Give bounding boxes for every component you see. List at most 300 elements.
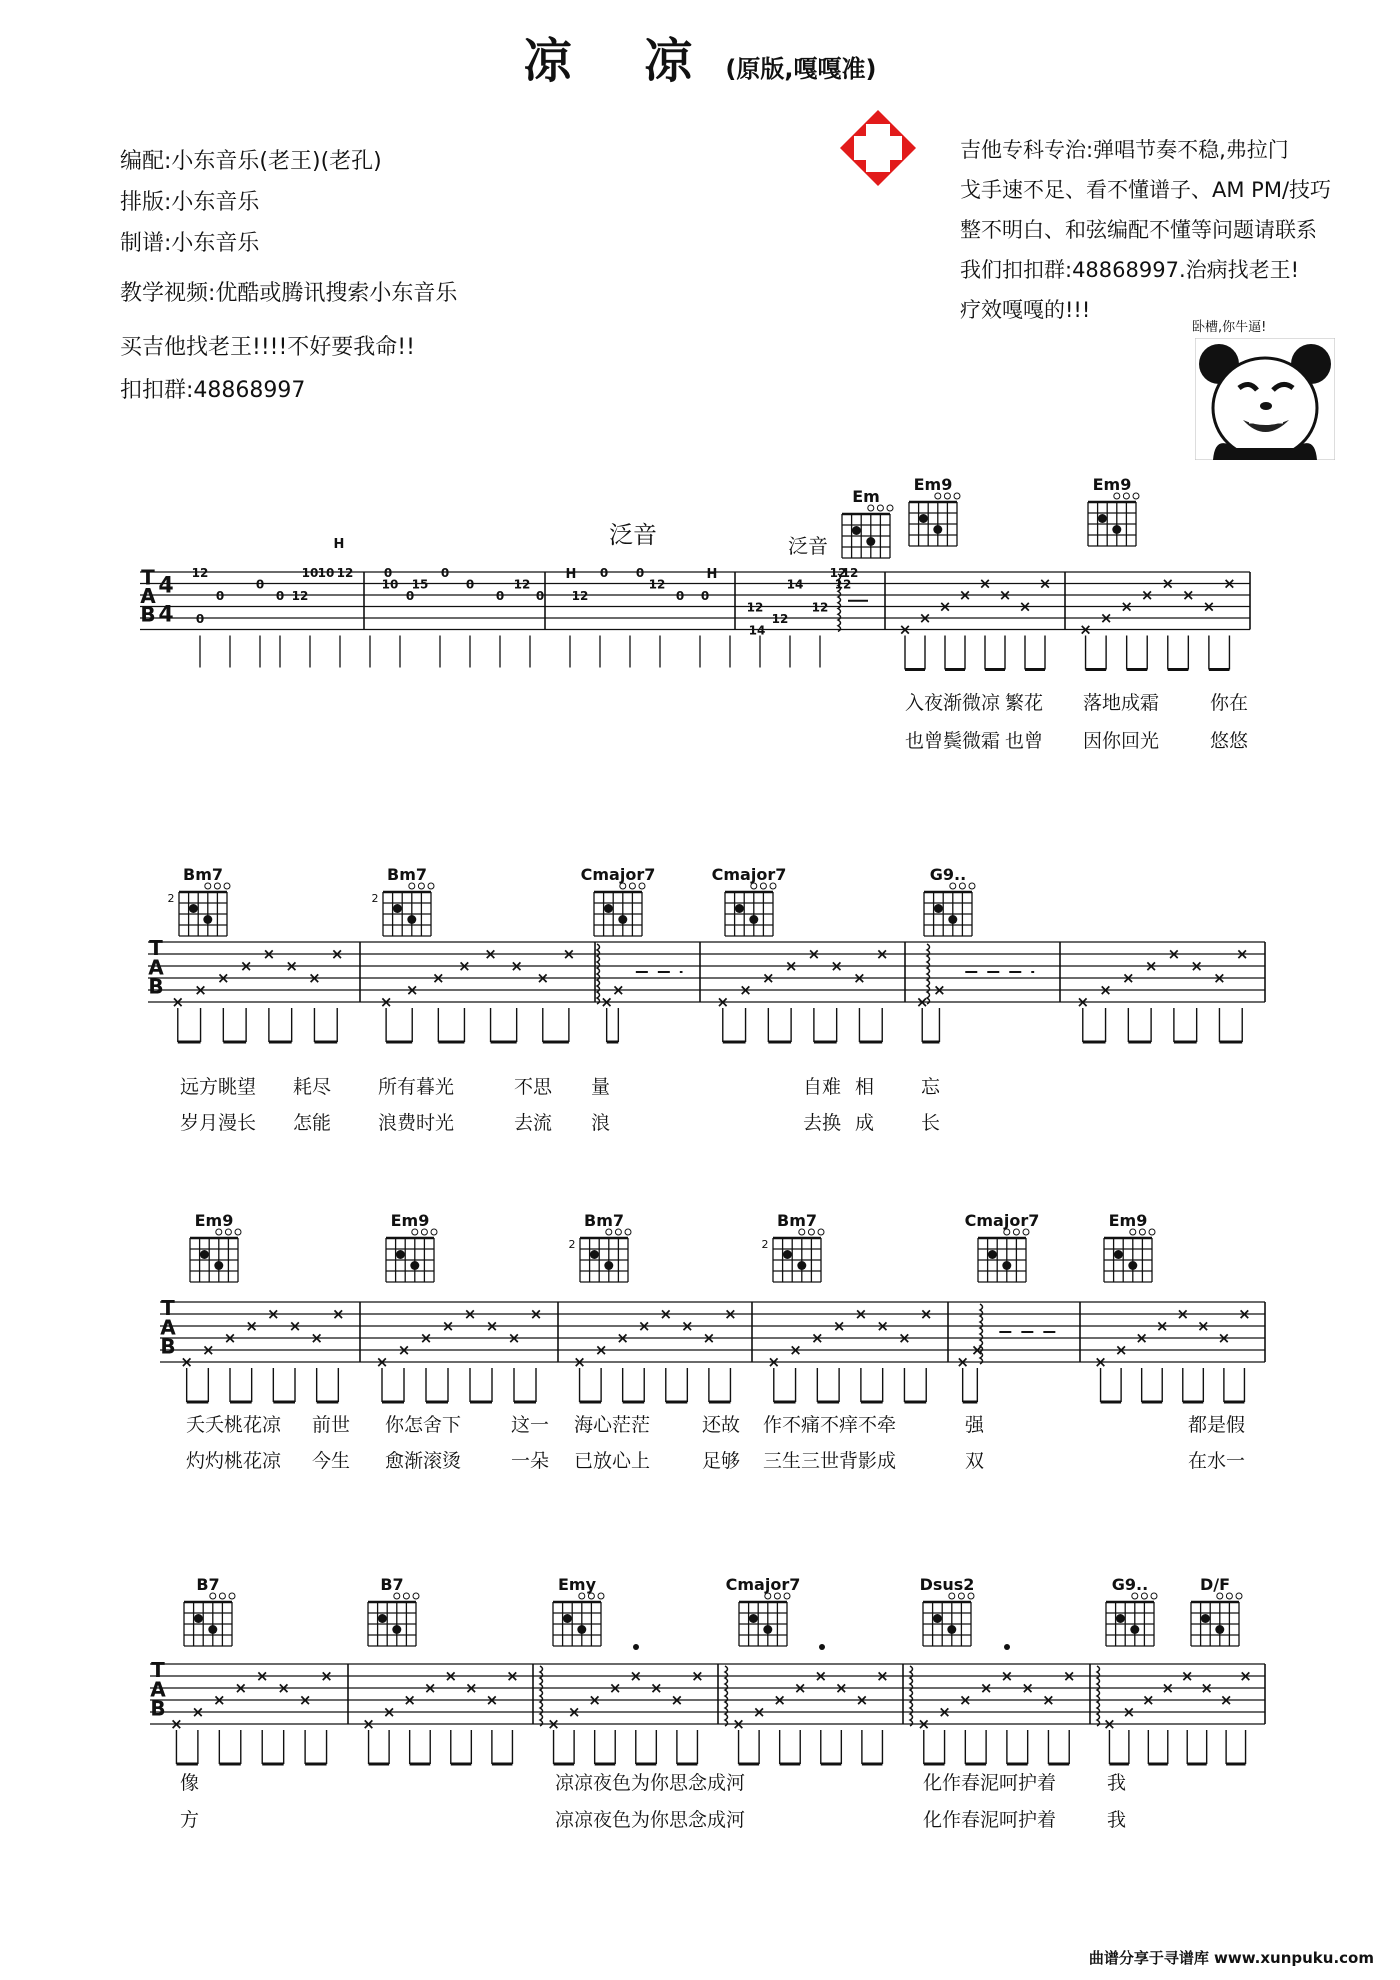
strum-x-mark: × [170, 1715, 183, 1733]
lyric: 耗尽 [293, 1076, 332, 1098]
strum-x-mark: × [681, 1317, 694, 1335]
lyric: 方 [180, 1809, 200, 1831]
chord-diagram [386, 1229, 437, 1282]
chord-finger-dot [393, 904, 402, 913]
strum-x-mark: × [332, 1305, 345, 1323]
chord-finger-dot [866, 537, 875, 546]
lyric: 夭夭桃花凉 [186, 1414, 282, 1436]
open-string-mark [887, 505, 893, 511]
tab-fret-number: 14 [786, 577, 804, 592]
strum-x-mark: × [1202, 597, 1216, 616]
strum-x-mark: × [959, 1691, 972, 1709]
chord-diagram [1104, 1229, 1155, 1282]
chord-finger-dot [208, 1625, 217, 1634]
chord-finger-dot [749, 915, 758, 924]
lyric: 入夜渐微凉 [905, 692, 1001, 714]
lyric: 相 [855, 1076, 875, 1098]
lyric: 我 [1107, 1772, 1127, 1794]
chord-finger-dot [749, 1614, 758, 1623]
strum-x-mark: × [375, 1353, 389, 1371]
strum-x-mark: × [814, 1667, 828, 1685]
tab-fret-number: 0 [440, 566, 450, 580]
strum-x-mark: × [1140, 586, 1154, 604]
strum-x-mark: × [423, 1679, 437, 1697]
strum-x-mark: × [255, 1667, 269, 1685]
strum-x-mark: × [876, 1667, 889, 1685]
strum-x-mark: × [1167, 945, 1181, 963]
strum-x-mark: × [485, 1317, 499, 1335]
open-string-mark [598, 1593, 604, 1599]
chord-name: Cmajor7 [725, 1575, 801, 1594]
lyric: 海心茫茫 [574, 1414, 651, 1436]
chord-finger-dot [378, 1614, 387, 1623]
lyric: 一朵 [511, 1450, 550, 1472]
strum-x-mark: × [612, 981, 625, 999]
chord-name: Cmajor7 [711, 865, 787, 884]
tab-fret-number: 12 [571, 589, 589, 603]
lyric: 量 [591, 1076, 611, 1098]
strum-x-mark: × [898, 620, 912, 639]
chord-finger-dot [988, 1250, 997, 1259]
tab-fret-number: 12 [771, 612, 789, 626]
strum-x-mark: × [298, 1691, 312, 1709]
chord-diagram [1088, 493, 1139, 546]
chord-finger-dot [396, 1250, 405, 1259]
strum-x-mark: × [285, 957, 298, 975]
strum-x-mark: × [310, 1329, 323, 1347]
lyric: 像 [180, 1772, 200, 1794]
lyric: 忘 [921, 1076, 941, 1098]
strum-x-mark: × [419, 1329, 433, 1347]
lyric: 灼灼桃花凉 [186, 1450, 282, 1472]
lyric: 还故 [702, 1414, 741, 1436]
tab-fret-number: 10 [381, 577, 399, 592]
lyric: 化作春泥呵护着 [923, 1772, 1057, 1794]
fret-number-mark: 2 [568, 1238, 576, 1251]
chord-diagram [725, 883, 776, 936]
open-string-mark [1151, 1593, 1157, 1599]
strum-x-mark: × [1182, 586, 1195, 604]
strum-x-mark: × [732, 1715, 745, 1733]
chord-finger-dot [194, 1614, 203, 1623]
strum-x-mark: × [854, 1305, 868, 1323]
chord-name: Em9 [913, 475, 953, 494]
strum-x-mark: × [1103, 1715, 1116, 1733]
strum-x-mark: × [918, 609, 932, 627]
strum-x-mark: × [1155, 1317, 1169, 1335]
chord-diagram [580, 1229, 631, 1282]
strum-x-mark: × [379, 993, 393, 1011]
strum-x-mark: × [1099, 609, 1113, 627]
strum-x-mark: × [629, 1667, 643, 1685]
chord-finger-dot [1128, 1261, 1137, 1270]
arpeggio-roll [910, 1666, 913, 1726]
strum-x-mark: × [1200, 1679, 1213, 1697]
strum-x-mark: × [463, 1305, 477, 1323]
lyric: 去流 [514, 1112, 553, 1134]
strum-x-mark: × [811, 1329, 824, 1347]
chord-diagram [553, 1593, 604, 1646]
chord-finger-dot [1098, 514, 1107, 523]
tab-fret-number: 0 [535, 589, 545, 603]
open-string-mark [219, 1593, 225, 1599]
time-signature: 4 [158, 573, 174, 599]
strum-x-mark: × [562, 945, 576, 963]
tab-fret-number: 10 [317, 566, 335, 580]
strum-x-mark: × [659, 1305, 673, 1323]
tab-clef-letter: A [148, 955, 164, 980]
lyric: 岁月漫长 [180, 1112, 257, 1134]
strum-x-mark: × [767, 1353, 781, 1371]
strum-x-mark: × [1062, 1667, 1076, 1685]
chord-finger-dot [948, 915, 957, 924]
strum-x-mark: × [875, 945, 889, 963]
open-string-mark [877, 505, 883, 511]
strum-x-mark: × [855, 1691, 869, 1709]
lyric: 已放心上 [574, 1450, 651, 1472]
tab-fret-number: 12 [841, 566, 859, 580]
strum-x-mark: × [484, 945, 497, 963]
open-string-mark [413, 1593, 419, 1599]
strum-x-mark: × [245, 1317, 258, 1335]
open-string-mark [229, 1593, 235, 1599]
strum-x-mark: × [752, 1703, 766, 1721]
chord-diagram [978, 1229, 1029, 1282]
dotted-rhythm-dot [1004, 1644, 1010, 1650]
strum-x-mark: × [702, 1329, 716, 1347]
chord-name: D/F [1199, 1575, 1231, 1594]
lyric: 在水一 [1188, 1450, 1246, 1472]
strum-x-mark: × [1235, 945, 1249, 963]
meme-caption: 卧槽,你牛逼! [1192, 320, 1267, 335]
strum-x-mark: × [567, 1703, 581, 1721]
lyric: 也曾鬓微霜 [905, 730, 1001, 752]
ad-line: 整不明白、和弦编配不懂等问题请联系 [960, 218, 1317, 242]
strum-x-mark: × [979, 1679, 993, 1697]
lyric: 落地成霜 [1083, 692, 1160, 714]
lyric: 怎能 [293, 1112, 332, 1134]
ad-line: 戈手速不足、看不懂谱子、AM PM/技巧 [960, 178, 1332, 202]
strum-x-mark: × [919, 1305, 933, 1323]
chord-diagram [368, 1593, 419, 1646]
chord-name: G9.. [1111, 1575, 1149, 1594]
strum-x-mark: × [830, 957, 843, 975]
chord-finger-dot [407, 915, 416, 924]
tab-clef-letter: T [141, 565, 155, 590]
hammer-on-mark: H [565, 567, 577, 582]
strum-x-mark: × [978, 574, 992, 593]
chord-finger-dot [604, 1261, 613, 1270]
strum-x-mark: × [1190, 957, 1203, 975]
strum-x-mark: × [956, 1353, 969, 1371]
ad-line: 我们扣扣群:48868997.治病找老王! [960, 258, 1300, 282]
lyric: 凉凉夜色为你思念成河 [555, 1809, 746, 1831]
strum-x-mark: × [1135, 1329, 1148, 1347]
lyric: 今生 [312, 1450, 351, 1472]
strum-x-mark: × [1161, 574, 1175, 593]
tab-fret-number: 0 [383, 566, 393, 580]
lyric: 繁花 [1005, 692, 1044, 714]
chord-name: G9.. [929, 865, 967, 884]
chord-finger-dot [852, 526, 861, 535]
lyric: 浪 [591, 1112, 611, 1134]
chord-finger-dot [214, 1261, 223, 1270]
strum-x-mark: × [832, 1317, 846, 1335]
strum-x-mark: × [1219, 1691, 1233, 1709]
chord-name: Cmajor7 [580, 865, 656, 884]
tab-fret-number: 0 [275, 589, 285, 603]
strum-x-mark: × [1018, 597, 1032, 616]
dotted-rhythm-dot [819, 1644, 825, 1650]
lyric: 你怎舍下 [385, 1414, 462, 1436]
lyric: 也曾 [1005, 730, 1044, 752]
strum-x-mark: × [1000, 1667, 1014, 1685]
strum-x-mark: × [917, 1715, 931, 1733]
harmonic-label: 泛音 [609, 521, 657, 549]
chord-finger-dot [735, 904, 744, 913]
strum-x-mark: × [1223, 574, 1236, 593]
strum-x-mark: × [876, 1317, 889, 1335]
strum-x-mark: × [234, 1679, 248, 1697]
tab-fret-number: 12 [811, 600, 829, 615]
chord-name: Bm7 [387, 865, 427, 884]
tab-fret-number: 12 [834, 577, 852, 592]
lyric: 去换 [803, 1112, 842, 1134]
strum-x-mark: × [938, 597, 952, 616]
chord-finger-dot [200, 1250, 209, 1259]
tab-clef-letter: T [149, 936, 163, 961]
strum-x-mark: × [762, 969, 775, 987]
chord-finger-dot [933, 1614, 942, 1623]
strum-x-mark: × [637, 1317, 651, 1335]
chord-name: Bm7 [777, 1211, 817, 1230]
strum-x-mark: × [330, 945, 344, 963]
chord-name: Em9 [194, 1211, 234, 1230]
strum-x-mark: × [1238, 1305, 1251, 1323]
tab-fret-number: 15 [411, 577, 429, 592]
strum-x-mark: × [180, 1353, 193, 1371]
tab-clef-letter: A [140, 584, 156, 609]
strum-x-mark: × [1079, 620, 1092, 639]
strum-x-mark: × [441, 1317, 455, 1335]
hammer-on-mark: H [706, 567, 718, 582]
chord-finger-dot [604, 904, 613, 913]
chord-finger-dot [1112, 525, 1121, 534]
chord-diagram [383, 883, 434, 936]
strum-x-mark: × [194, 981, 207, 999]
chord-name: Em9 [390, 1211, 430, 1230]
chord-diagram [909, 493, 960, 546]
open-string-mark [224, 883, 230, 889]
strum-x-mark: × [1021, 1679, 1034, 1697]
tab-system-3 [160, 1211, 1265, 1402]
strum-x-mark: × [915, 993, 929, 1011]
chord-name: Cmajor7 [964, 1211, 1040, 1230]
lyric: 你在 [1210, 692, 1249, 714]
credit-arranger: 编配:小东音乐(老王)(老孔) [120, 149, 382, 174]
chord-finger-dot [618, 915, 627, 924]
lyric: 不思 [514, 1076, 553, 1098]
strum-x-mark: × [1099, 981, 1112, 999]
harmonic-label: 泛音 [788, 534, 828, 558]
open-string-mark [428, 883, 434, 889]
strum-x-mark: × [506, 1667, 519, 1685]
hammer-on-mark: H [333, 537, 345, 552]
strum-x-mark: × [405, 981, 419, 999]
strum-x-mark: × [239, 957, 253, 975]
tab-fret-number: 12 [746, 600, 764, 615]
strum-x-mark: × [547, 1715, 560, 1733]
chord-finger-dot [933, 525, 942, 534]
chord-finger-dot [1215, 1625, 1224, 1634]
strum-x-mark: × [670, 1691, 684, 1709]
tab-fret-number: 0 [700, 589, 710, 603]
tab-fret-number: 12 [291, 589, 309, 603]
tab-fret-number: 0 [255, 577, 265, 592]
chord-finger-dot [563, 1614, 572, 1623]
lyric: 前世 [312, 1414, 351, 1436]
strum-x-mark: × [213, 1691, 226, 1709]
strum-x-mark: × [1114, 1341, 1128, 1359]
chord-name: Dsus2 [919, 1575, 975, 1594]
credit-video: 教学视频:优酷或腾讯搜索小东音乐 [120, 281, 458, 306]
strum-x-mark: × [403, 1691, 416, 1709]
chord-finger-dot [797, 1261, 806, 1270]
strum-x-mark: × [1197, 1317, 1210, 1335]
strum-x-mark: × [807, 945, 821, 963]
strum-x-mark: × [308, 969, 321, 987]
credit-promo: 买吉他找老王!!!!不好要我命!! [120, 335, 415, 360]
strum-x-mark: × [594, 1341, 608, 1359]
fret-number-mark: 2 [761, 1238, 769, 1251]
strum-x-mark: × [724, 1305, 737, 1323]
strum-x-mark: × [1122, 1703, 1136, 1721]
tab-clef-letter: B [140, 602, 156, 627]
chord-finger-dot [1116, 1614, 1125, 1623]
tab-fret-number: 0 [675, 589, 685, 603]
dotted-rhythm-dot [633, 1644, 639, 1650]
tab-fret-number: 14 [748, 623, 766, 638]
chord-diagram [1106, 1593, 1157, 1646]
chord-finger-dot [189, 904, 198, 913]
chord-diagram [1191, 1593, 1242, 1646]
strum-x-mark: × [529, 1305, 543, 1323]
strum-x-mark: × [588, 1691, 601, 1709]
tab-system-2 [148, 865, 1265, 1042]
strum-x-mark: × [320, 1667, 333, 1685]
tab-clef-letter: A [160, 1315, 176, 1340]
footer-credit: 曲谱分享于寻谱库 www.xunpuku.com [1088, 1949, 1374, 1967]
strum-x-mark: × [739, 981, 752, 999]
strum-x-mark: × [1239, 1667, 1252, 1685]
strum-x-mark: × [616, 1329, 629, 1347]
tab-clef-letter: T [151, 1658, 165, 1683]
strum-x-mark: × [853, 969, 866, 987]
tab-fret-number: 10 [301, 566, 319, 580]
lyric: 这一 [511, 1414, 550, 1436]
strum-x-mark: × [217, 969, 230, 987]
chord-diagram [842, 505, 893, 558]
strum-x-mark: × [397, 1341, 411, 1359]
chord-diagram [184, 1593, 235, 1646]
tab-system-1 [140, 475, 1250, 670]
tab-fret-number: 0 [405, 589, 415, 603]
strum-x-mark: × [485, 1691, 499, 1709]
strum-x-mark: × [835, 1679, 848, 1697]
tab-fret-number: 0 [465, 577, 475, 592]
strum-x-mark: × [191, 1703, 205, 1721]
chord-name: B7 [380, 1575, 404, 1594]
tab-fret-number: 12 [513, 577, 531, 592]
strum-x-mark: × [1094, 1353, 1107, 1371]
chord-name: B7 [196, 1575, 220, 1594]
chord-finger-dot [934, 904, 943, 913]
strum-x-mark: × [1042, 1691, 1055, 1709]
strum-x-mark: × [171, 993, 185, 1011]
strum-x-mark: × [784, 957, 798, 975]
arpeggio-roll [1097, 1666, 1100, 1726]
strum-x-mark: × [958, 586, 972, 604]
lyric: 强 [965, 1414, 985, 1436]
strum-x-mark: × [536, 969, 550, 987]
strum-x-mark: × [202, 1341, 215, 1359]
tab-fret-number: 12 [191, 566, 209, 580]
strum-x-mark: × [1213, 969, 1226, 987]
chord-finger-dot [392, 1625, 401, 1634]
tab-fret-number: 0 [599, 566, 609, 580]
chord-finger-dot [590, 1250, 599, 1259]
strum-x-mark: × [573, 1353, 586, 1371]
open-string-mark [235, 1229, 241, 1235]
strum-x-mark: × [898, 1329, 911, 1347]
strum-x-mark: × [223, 1329, 237, 1347]
strum-x-mark: × [1180, 1667, 1194, 1685]
fret-number-mark: 2 [167, 892, 175, 905]
tab-system-4 [150, 1575, 1265, 1764]
strum-x-mark: × [288, 1317, 302, 1335]
strum-x-mark: × [262, 945, 276, 963]
strum-x-mark: × [998, 586, 1012, 604]
chord-finger-dot [577, 1625, 586, 1634]
lyric: 长 [921, 1112, 941, 1134]
open-string-mark [1133, 493, 1139, 499]
strum-x-mark: × [691, 1667, 704, 1685]
chord-name: Em [852, 487, 880, 506]
strum-x-mark: × [1120, 597, 1133, 616]
chord-name: Bm7 [183, 865, 223, 884]
lyric: 足够 [702, 1450, 741, 1472]
credit-qq-group: 扣扣群:48868997 [120, 378, 306, 403]
lyric: 作不痛不痒不牵 [763, 1414, 897, 1436]
open-string-mark [1236, 1593, 1242, 1599]
strum-x-mark: × [773, 1691, 786, 1709]
chord-finger-dot [763, 1625, 772, 1634]
chord-finger-dot [1114, 1250, 1123, 1259]
strum-x-mark: × [1076, 993, 1090, 1011]
chord-finger-dot [1201, 1614, 1210, 1623]
strum-x-mark: × [432, 969, 445, 987]
credit-layout: 排版:小东音乐 [120, 190, 260, 215]
open-string-mark [625, 1229, 631, 1235]
credit-notation: 制谱:小东音乐 [120, 231, 260, 256]
open-string-mark [969, 883, 975, 889]
strum-x-mark: × [938, 1703, 951, 1721]
chord-finger-dot [1130, 1625, 1139, 1634]
arpeggio-roll [597, 944, 600, 1004]
tab-fret-number: 0 [495, 589, 505, 603]
chord-diagram [773, 1229, 824, 1282]
tab-fret-number: 12 [336, 566, 354, 580]
